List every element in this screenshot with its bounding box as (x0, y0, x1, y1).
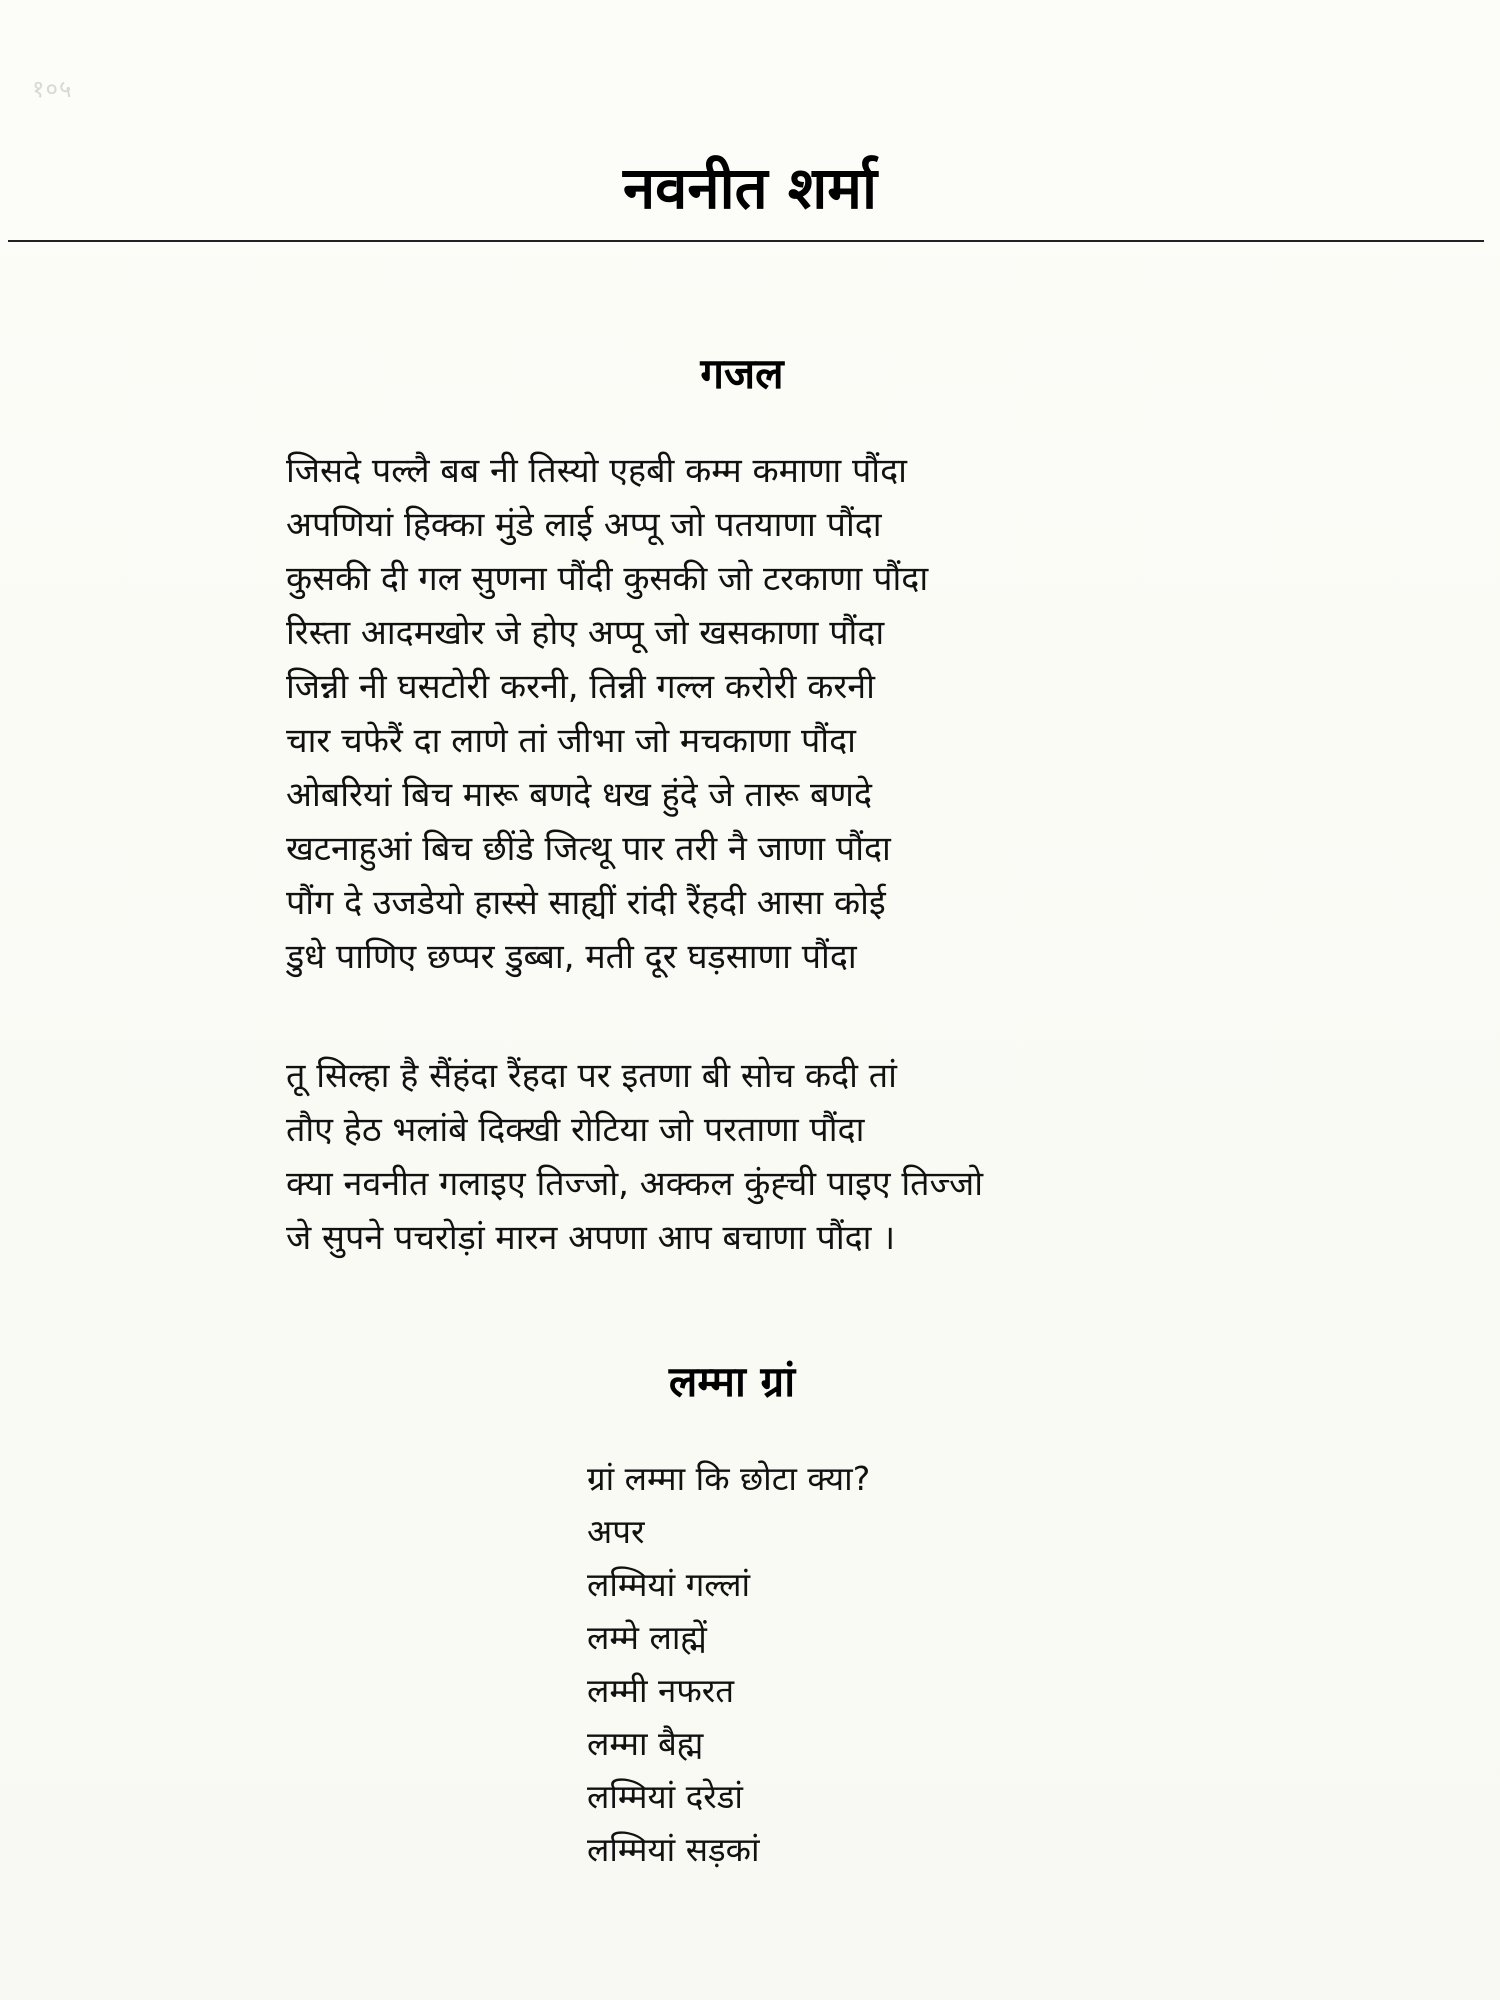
author-name: नवनीत शर्मा (622, 154, 878, 222)
lamma-graan-poem (587, 1452, 870, 1876)
poem-line: लम्मे लाह्में (587, 1618, 707, 1657)
poem-line: लम्मियां गल्लां (587, 1565, 751, 1604)
verse-line: जिन्नी नी घसटोरी करनी, तिन्नी गल्ल करोरी करनी (286, 667, 875, 707)
verse-line: जे सुपने पचरोड़ां मारन अपणा आप बचाणा पौंदा । (286, 1218, 896, 1258)
verse-line: रिस्ता आदमखोर जे होए अप्पू जो खसकाणा पौंदा (286, 613, 885, 653)
verse-line: डुधे पाणिए छप्पर डुब्बा, मती दूर घड़साणा पौंदा (286, 937, 857, 977)
verse-line: ओबरियां बिच मारू बणदे धख हुंदे जे तारू बणदे (286, 775, 873, 815)
title-divider (8, 240, 1484, 242)
verse-line: क्या नवनीत गलाइए तिज्जो, अक्कल कुंह्ची पाइए तिज्जो (286, 1164, 983, 1204)
ghazal-heading: गजल (700, 349, 784, 398)
poem-line: लम्मियां सड़कां (587, 1830, 760, 1869)
verse-line: तौए हेठ भलांबे दिक्खी रोटिया जो परताणा पौंदा (286, 1110, 865, 1150)
verse-line: पौंग दे उजडेयो हास्से साह्यीं रांदी रैंहदी आसा कोई (286, 883, 886, 923)
lamma-graan-heading: लम्मा ग्रां (668, 1357, 796, 1406)
poem-line: लम्मियां दरेडां (587, 1777, 743, 1816)
verse-line: अपणियां हिक्का मुंडे लाई अप्पू जो पतयाणा पौंदा (286, 505, 882, 545)
ghazal-stanza-one (286, 444, 928, 984)
poem-line: लम्मी नफरत (587, 1671, 735, 1710)
verse-line: तू सिल्हा है सैंहंदा रैंहदा पर इतणा बी सोच कदी तां (286, 1056, 897, 1096)
poem-line: ग्रां लम्मा कि छोटा क्या? (587, 1459, 871, 1498)
page-number: १०५ (32, 75, 73, 103)
verse-line: खटनाहुआं बिच छींडे जित्थू पार तरी नै जाणा पौंदा (286, 829, 891, 869)
verse-line: चार चफेरैं दा लाणे तां जीभा जो मचकाणा पौंदा (286, 721, 856, 761)
verse-line: जिसदे पल्लै बब नी तिस्यो एहबी कम्म कमाणा पौंदा (286, 451, 907, 491)
ghazal-stanza-two (286, 1049, 983, 1265)
poem-line: अपर (587, 1512, 645, 1551)
verse-line: कुसकी दी गल सुणना पौंदी कुसकी जो टरकाणा पौंदा (286, 559, 929, 599)
poem-line: लम्मा बैह्म (587, 1724, 704, 1763)
